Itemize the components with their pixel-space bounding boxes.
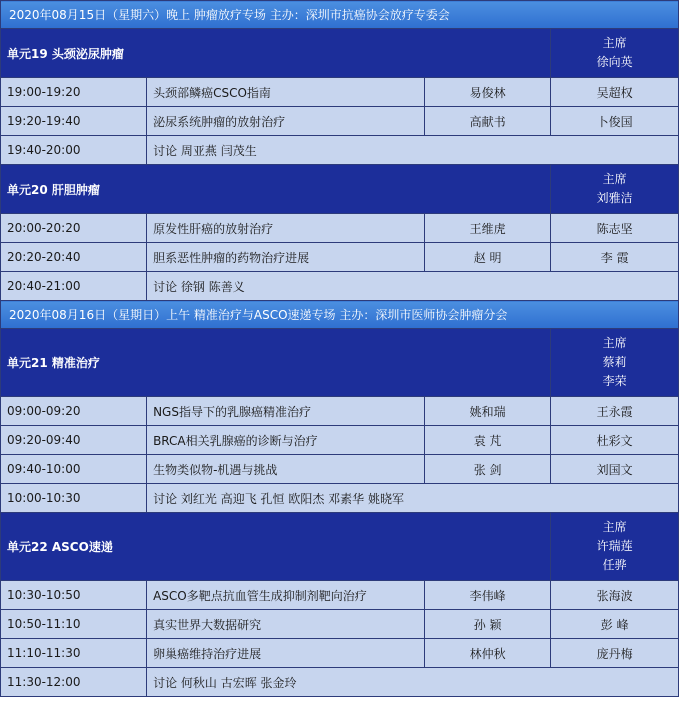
moderator-cell: 杜彩文 xyxy=(551,426,679,455)
chair-label: 主席 xyxy=(602,520,627,534)
speaker-cell: 易俊林 xyxy=(424,78,551,107)
moderator-cell: 卜俊国 xyxy=(551,107,679,136)
time-cell: 20:20-20:40 xyxy=(1,243,147,272)
session-header xyxy=(1,29,679,78)
session-chairs xyxy=(551,513,679,581)
day-header-text: 2020年08月15日（星期六）晚上 肿瘤放疗专场 主办：深圳市抗癌协会放疗专委会 xyxy=(1,1,679,29)
table-row xyxy=(1,639,679,668)
chair-label: 主席 xyxy=(602,36,627,50)
time-cell: 10:30-10:50 xyxy=(1,581,147,610)
topic-cell: 胆系恶性肿瘤的药物治疗进展 xyxy=(147,243,425,272)
chair-label: 主席 xyxy=(602,172,627,186)
moderator-cell: 张海波 xyxy=(551,581,679,610)
speaker-cell: 袁 芃 xyxy=(424,426,551,455)
session-chairs xyxy=(551,329,679,397)
table-row xyxy=(1,107,679,136)
day-header xyxy=(1,301,679,329)
time-cell: 11:10-11:30 xyxy=(1,639,147,668)
time-cell: 09:40-10:00 xyxy=(1,455,147,484)
session-name: 单元19 头颈泌尿肿瘤 xyxy=(1,29,551,78)
session-chairs xyxy=(551,165,679,214)
time-cell: 19:20-19:40 xyxy=(1,107,147,136)
topic-cell: 头颈部鳞癌CSCO指南 xyxy=(147,78,425,107)
speaker-cell: 林仲秋 xyxy=(424,639,551,668)
table-row xyxy=(1,397,679,426)
speaker-cell: 王维虎 xyxy=(424,214,551,243)
topic-cell: NGS指导下的乳腺癌精准治疗 xyxy=(147,397,425,426)
chair-name: 任骅 xyxy=(602,558,627,572)
time-cell: 10:50-11:10 xyxy=(1,610,147,639)
chair-label: 主席 xyxy=(602,336,627,350)
speaker-cell: 姚和瑞 xyxy=(424,397,551,426)
topic-cell: BRCA相关乳腺癌的诊断与治疗 xyxy=(147,426,425,455)
session-header xyxy=(1,329,679,397)
moderator-cell: 吴超权 xyxy=(551,78,679,107)
topic-cell: 卵巢癌维持治疗进展 xyxy=(147,639,425,668)
discussion-text: 讨论 周亚燕 闫茂生 xyxy=(147,136,679,165)
topic-cell: 真实世界大数据研究 xyxy=(147,610,425,639)
discussion-text: 讨论 徐钢 陈善义 xyxy=(147,272,679,301)
time-cell: 20:00-20:20 xyxy=(1,214,147,243)
session-header xyxy=(1,165,679,214)
moderator-cell: 刘国文 xyxy=(551,455,679,484)
time-cell: 11:30-12:00 xyxy=(1,668,147,697)
chair-name: 徐向英 xyxy=(596,55,633,69)
table-row xyxy=(1,214,679,243)
table-row xyxy=(1,610,679,639)
chair-name: 许瑞莲 xyxy=(596,539,633,553)
moderator-cell: 李 霞 xyxy=(551,243,679,272)
chair-name: 刘雅洁 xyxy=(596,191,633,205)
time-cell: 10:00-10:30 xyxy=(1,484,147,513)
table-row xyxy=(1,455,679,484)
speaker-cell: 高献书 xyxy=(424,107,551,136)
moderator-cell: 陈志坚 xyxy=(551,214,679,243)
time-cell: 19:00-19:20 xyxy=(1,78,147,107)
time-cell: 19:40-20:00 xyxy=(1,136,147,165)
topic-cell: 原发性肝癌的放射治疗 xyxy=(147,214,425,243)
day-header xyxy=(1,1,679,29)
speaker-cell: 赵 明 xyxy=(424,243,551,272)
table-row xyxy=(1,581,679,610)
discussion-row xyxy=(1,136,679,165)
topic-cell: 泌尿系统肿瘤的放射治疗 xyxy=(147,107,425,136)
time-cell: 09:00-09:20 xyxy=(1,397,147,426)
time-cell: 09:20-09:40 xyxy=(1,426,147,455)
moderator-cell: 王永霞 xyxy=(551,397,679,426)
moderator-cell: 庞丹梅 xyxy=(551,639,679,668)
chair-name: 蔡莉 xyxy=(602,355,627,369)
session-name: 单元21 精准治疗 xyxy=(1,329,551,397)
session-name: 单元20 肝胆肿瘤 xyxy=(1,165,551,214)
discussion-row xyxy=(1,668,679,697)
chair-name: 李荣 xyxy=(602,374,627,388)
speaker-cell: 孙 颖 xyxy=(424,610,551,639)
discussion-row xyxy=(1,272,679,301)
discussion-text: 讨论 何秋山 古宏晖 张金玲 xyxy=(147,668,679,697)
speaker-cell: 张 剑 xyxy=(424,455,551,484)
day-header-text: 2020年08月16日（星期日）上午 精准治疗与ASCO速递专场 主办：深圳市医师协会肿瘤分会 xyxy=(1,301,679,329)
session-name: 单元22 ASCO速递 xyxy=(1,513,551,581)
table-row xyxy=(1,243,679,272)
session-chairs xyxy=(551,29,679,78)
time-cell: 20:40-21:00 xyxy=(1,272,147,301)
topic-cell: ASCO多靶点抗血管生成抑制剂靶向治疗 xyxy=(147,581,425,610)
table-row xyxy=(1,426,679,455)
moderator-cell: 彭 峰 xyxy=(551,610,679,639)
topic-cell: 生物类似物-机遇与挑战 xyxy=(147,455,425,484)
discussion-row xyxy=(1,484,679,513)
speaker-cell: 李伟峰 xyxy=(424,581,551,610)
table-row xyxy=(1,78,679,107)
discussion-text: 讨论 刘红光 高迎飞 孔恒 欧阳杰 邓素华 姚晓军 xyxy=(147,484,679,513)
session-header xyxy=(1,513,679,581)
